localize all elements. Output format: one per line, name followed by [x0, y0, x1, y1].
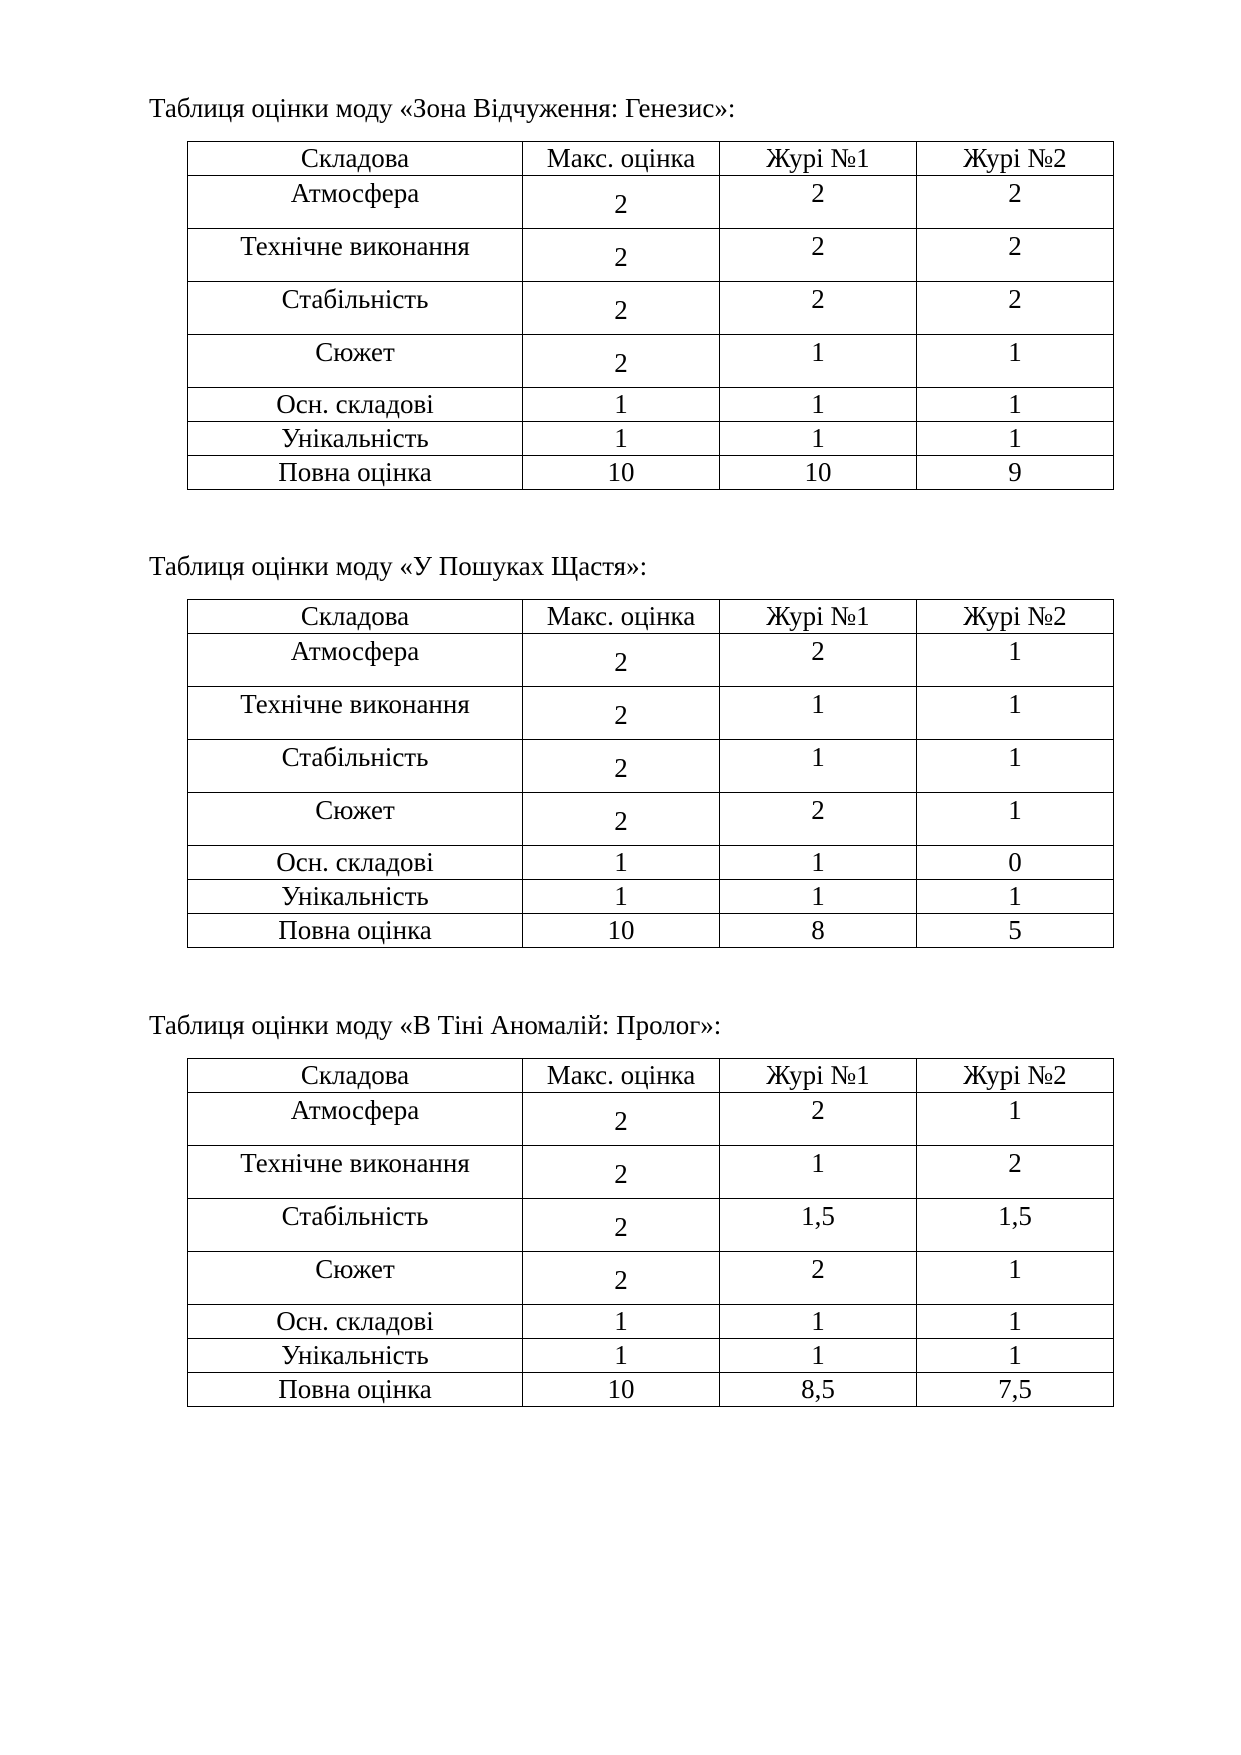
header-max-score: Макс. оцінка — [523, 600, 720, 634]
header-row — [188, 600, 1114, 634]
jury-2-score: 1 — [917, 740, 1114, 793]
jury-1-score: 1 — [720, 335, 917, 388]
header-jury-2: Журі №2 — [917, 600, 1114, 634]
component-name: Унікальність — [188, 880, 523, 914]
table-row — [188, 282, 1114, 335]
jury-1-score: 1 — [720, 422, 917, 456]
component-name: Сюжет — [188, 1252, 523, 1305]
jury-1-score: 2 — [720, 176, 917, 229]
table-row — [188, 793, 1114, 846]
score-table — [187, 141, 1114, 490]
table-row — [188, 1305, 1114, 1339]
jury-2-score: 1,5 — [917, 1199, 1114, 1252]
max-score: 10 — [523, 1373, 720, 1407]
total-row — [188, 1373, 1114, 1407]
jury-2-score: 2 — [917, 282, 1114, 335]
table-row — [188, 740, 1114, 793]
table-caption: Таблиця оцінки моду «Зона Відчуження: Генезис»: — [149, 93, 736, 123]
jury-2-score: 5 — [917, 914, 1114, 948]
component-name: Повна оцінка — [188, 1373, 523, 1407]
max-score: 1 — [523, 388, 720, 422]
header-component: Складова — [188, 600, 523, 634]
jury-1-score: 1 — [720, 846, 917, 880]
jury-1-score: 1,5 — [720, 1199, 917, 1252]
max-score: 1 — [523, 880, 720, 914]
table-row — [188, 687, 1114, 740]
total-row — [188, 456, 1114, 490]
header-jury-2: Журі №2 — [917, 142, 1114, 176]
jury-1-score: 2 — [720, 282, 917, 335]
component-name: Сюжет — [188, 335, 523, 388]
component-name: Атмосфера — [188, 634, 523, 687]
jury-2-score: 1 — [917, 634, 1114, 687]
component-name: Осн. складові — [188, 846, 523, 880]
component-name: Стабільність — [188, 740, 523, 793]
jury-1-score: 8,5 — [720, 1373, 917, 1407]
jury-1-score: 2 — [720, 634, 917, 687]
component-name: Унікальність — [188, 422, 523, 456]
jury-2-score: 1 — [917, 1305, 1114, 1339]
jury-1-score: 1 — [720, 687, 917, 740]
jury-2-score: 2 — [917, 229, 1114, 282]
header-component: Складова — [188, 142, 523, 176]
jury-1-score: 2 — [720, 793, 917, 846]
component-name: Повна оцінка — [188, 914, 523, 948]
max-score: 2 — [523, 335, 720, 388]
table-row — [188, 176, 1114, 229]
max-score: 2 — [523, 793, 720, 846]
max-score: 2 — [523, 176, 720, 229]
header-max-score: Макс. оцінка — [523, 142, 720, 176]
table-row — [188, 1199, 1114, 1252]
component-name: Стабільність — [188, 282, 523, 335]
jury-1-score: 10 — [720, 456, 917, 490]
max-score: 10 — [523, 456, 720, 490]
jury-1-score: 1 — [720, 1146, 917, 1199]
table-row — [188, 1339, 1114, 1373]
max-score: 2 — [523, 1146, 720, 1199]
jury-2-score: 2 — [917, 1146, 1114, 1199]
table-caption: Таблиця оцінки моду «У Пошуках Щастя»: — [149, 551, 648, 581]
jury-2-score: 1 — [917, 422, 1114, 456]
max-score: 2 — [523, 1093, 720, 1146]
jury-2-score: 9 — [917, 456, 1114, 490]
component-name: Атмосфера — [188, 176, 523, 229]
header-jury-2: Журі №2 — [917, 1059, 1114, 1093]
max-score: 1 — [523, 1339, 720, 1373]
component-name: Унікальність — [188, 1339, 523, 1373]
jury-2-score: 1 — [917, 793, 1114, 846]
max-score: 2 — [523, 634, 720, 687]
jury-2-score: 1 — [917, 880, 1114, 914]
table-row — [188, 634, 1114, 687]
jury-2-score: 2 — [917, 176, 1114, 229]
jury-1-score: 8 — [720, 914, 917, 948]
max-score: 1 — [523, 1305, 720, 1339]
header-jury-1: Журі №1 — [720, 600, 917, 634]
component-name: Технічне виконання — [188, 229, 523, 282]
header-jury-1: Журі №1 — [720, 1059, 917, 1093]
jury-1-score: 1 — [720, 388, 917, 422]
max-score: 2 — [523, 687, 720, 740]
jury-1-score: 1 — [720, 880, 917, 914]
component-name: Технічне виконання — [188, 687, 523, 740]
table-row — [188, 335, 1114, 388]
score-table — [187, 599, 1114, 948]
component-name: Стабільність — [188, 1199, 523, 1252]
jury-1-score: 2 — [720, 229, 917, 282]
max-score: 1 — [523, 422, 720, 456]
header-max-score: Макс. оцінка — [523, 1059, 720, 1093]
jury-2-score: 1 — [917, 1252, 1114, 1305]
jury-2-score: 1 — [917, 388, 1114, 422]
jury-2-score: 1 — [917, 335, 1114, 388]
component-name: Сюжет — [188, 793, 523, 846]
jury-2-score: 1 — [917, 1339, 1114, 1373]
jury-1-score: 2 — [720, 1252, 917, 1305]
table-row — [188, 880, 1114, 914]
header-component: Складова — [188, 1059, 523, 1093]
jury-2-score: 7,5 — [917, 1373, 1114, 1407]
jury-1-score: 2 — [720, 1093, 917, 1146]
component-name: Осн. складові — [188, 388, 523, 422]
jury-1-score: 1 — [720, 1339, 917, 1373]
score-table — [187, 1058, 1114, 1407]
table-row — [188, 846, 1114, 880]
table-row — [188, 422, 1114, 456]
table-caption: Таблиця оцінки моду «В Тіні Аномалій: Пролог»: — [149, 1010, 722, 1040]
max-score: 2 — [523, 282, 720, 335]
component-name: Осн. складові — [188, 1305, 523, 1339]
component-name: Технічне виконання — [188, 1146, 523, 1199]
component-name: Повна оцінка — [188, 456, 523, 490]
table-row — [188, 1093, 1114, 1146]
table-row — [188, 1146, 1114, 1199]
jury-2-score: 1 — [917, 687, 1114, 740]
jury-1-score: 1 — [720, 1305, 917, 1339]
max-score: 2 — [523, 1252, 720, 1305]
component-name: Атмосфера — [188, 1093, 523, 1146]
max-score: 1 — [523, 846, 720, 880]
header-row — [188, 142, 1114, 176]
table-row — [188, 229, 1114, 282]
jury-2-score: 1 — [917, 1093, 1114, 1146]
jury-2-score: 0 — [917, 846, 1114, 880]
table-row — [188, 388, 1114, 422]
max-score: 10 — [523, 914, 720, 948]
table-row — [188, 1252, 1114, 1305]
total-row — [188, 914, 1114, 948]
max-score: 2 — [523, 1199, 720, 1252]
jury-1-score: 1 — [720, 740, 917, 793]
header-row — [188, 1059, 1114, 1093]
max-score: 2 — [523, 740, 720, 793]
max-score: 2 — [523, 229, 720, 282]
header-jury-1: Журі №1 — [720, 142, 917, 176]
